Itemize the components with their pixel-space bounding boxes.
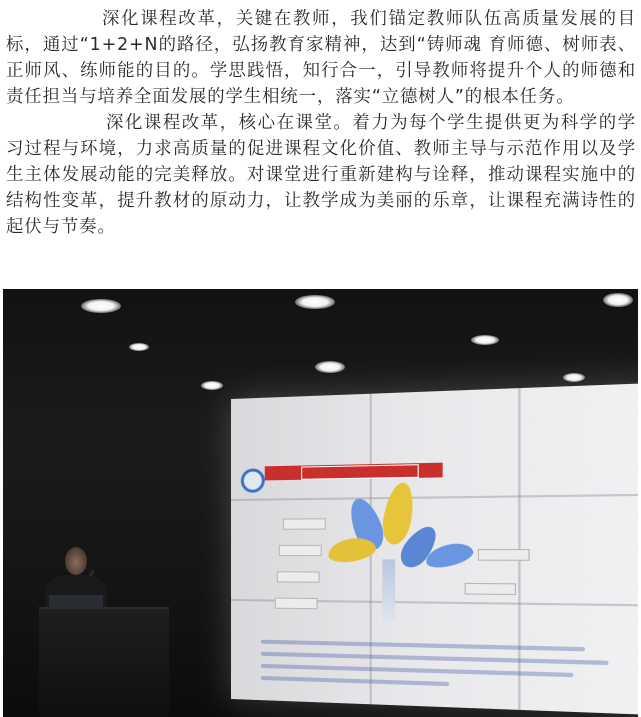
slide-caption-line: [261, 664, 574, 677]
paragraph-classroom: 深化课程改革，核心在课堂。着力为每个学生提供更为科学的学习过程与环境，力求高质量的促进课程文化价值、教师主导与示范作用以及学生主体发展动能的完美释放。对课堂进行重新建构与诠释，推动课程实施中的结构性变革，提升教材的原动力，让教学成为美丽的乐章，让课程充满诗性的起伏与节奏。: [6, 113, 636, 237]
slide-label: [277, 571, 320, 582]
slide-label: [279, 545, 322, 556]
slide-caption-line: [261, 652, 609, 665]
slide-label: [275, 598, 318, 610]
slide-title-box: [301, 464, 419, 480]
lecture-photo: [3, 289, 638, 717]
podium: [39, 607, 169, 717]
slide-caption-line: [261, 640, 585, 652]
slide-label: [283, 518, 326, 529]
slide-label: [465, 583, 516, 595]
slide-caption-line: [261, 676, 449, 686]
ceiling-light: [81, 299, 121, 313]
school-logo-icon: [241, 468, 265, 493]
ceiling-light: [315, 361, 345, 373]
ceiling-light: [201, 381, 223, 390]
ceiling-light: [295, 295, 335, 309]
ceiling-light: [563, 373, 585, 382]
ceiling-light: [129, 343, 149, 351]
article-body: [6, 6, 636, 240]
ceiling-light: [603, 293, 633, 307]
paragraph-teachers: 深化课程改革，关键在教师，我们锚定教师队伍高质量发展的目标，通过“1+2+N的路径，弘扬教育家精神，达到“铸师魂 育师德、树师表、正师风、练师能的目的。学思践悟，知行合一，引导教师将提升个人的师德和责任担当与培养全面发展的学生相统一，落实“立德树人”的根本任务。: [6, 9, 636, 107]
ceiling-light: [471, 335, 499, 345]
slide-label: [478, 549, 530, 561]
presenter-head: [65, 547, 87, 575]
projection-screen: [231, 382, 638, 716]
tree-trunk: [382, 559, 395, 622]
